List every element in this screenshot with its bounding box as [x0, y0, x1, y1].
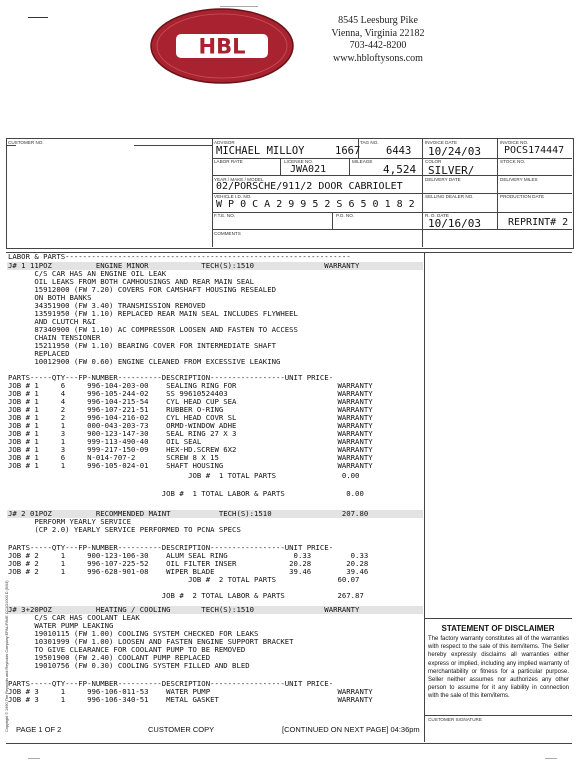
comments-label: COMMENTS	[214, 231, 241, 236]
address-website: www.hbloftysons.com	[333, 52, 423, 64]
job-line: 15912000 (FW 7.20) COVERS FOR CAMSHAFT HOUSING RESEALED	[8, 285, 276, 294]
job-total-parts: JOB # 1 TOTAL PARTS 0.00	[8, 471, 360, 480]
dash-mark	[28, 17, 48, 18]
ymm-value: 02/PORSCHE/911/2 DOOR CABRIOLET	[216, 181, 403, 192]
invoice-no-label: INVOICE NO.	[500, 140, 529, 145]
job-line: WATER PUMP LEAKING	[8, 621, 114, 630]
part-row: JOB # 1 6 N-014-707-2 SCREW 8 X 15 WARRANTY	[8, 453, 373, 462]
address-phone: 703-442-8200	[349, 40, 407, 51]
job-line: 34351900 (FW 3.40) TRANSMISSION REMOVED	[8, 301, 206, 310]
reprint-value: REPRINT# 2	[508, 217, 569, 228]
part-row: JOB # 2 1 996-107-225-52 OIL FILTER INSER 20.28 20.28	[8, 559, 369, 568]
grid-line	[212, 212, 572, 213]
job-line: 10301999 (FW 1.00) LOOSEN AND FASTEN ENGINE SUPPORT BRACKET	[8, 637, 294, 646]
job-3-header: J# 3+20POZ HEATING / COOLING TECH(S):1510 WARRANTY	[8, 605, 360, 614]
part-row: JOB # 1 6 996-104-203-00 SEALING RING FOR WARRANTY	[8, 381, 373, 390]
part-row: JOB # 3 1 996-106-011-53 WATER PUMP WARRANTY	[8, 687, 373, 696]
ro-date-value: 10/16/03	[428, 217, 481, 230]
job-line: 19010115 (FW 1.00) COOLING SYSTEM CHECKED FOR LEAKS	[8, 629, 259, 638]
invoice-date-value: 10/24/03	[428, 145, 481, 158]
parts-header: PARTS-----QTY---FP-NUMBER----------DESCRIPTION-----------------UNIT PRICE-	[8, 373, 334, 382]
logo-text: HBL	[198, 34, 246, 59]
disclaimer-text: The factory warranty constitutes all of the warranties with respect to the sale of this item/items. The Seller hereby expressly disclaims all warranties either express or implied, including any implied warranty of merchantability or fitness for a particular purpose. Seller neither assumes nor authorizes any other person to assume for it any liability in connection with the sale of this item/items.	[428, 636, 569, 700]
job-line: PERFORM YEARLY SERVICE	[8, 517, 132, 526]
job-line: AND CLUTCH R&I	[8, 317, 96, 326]
parts-header: PARTS-----QTY---FP-NUMBER----------DESCRIPTION-----------------UNIT PRICE-	[8, 679, 334, 688]
po-label: P.O. NO.	[336, 213, 355, 218]
job-total-labor-parts: JOB # 1 TOTAL LABOR & PARTS 0.00	[8, 489, 364, 498]
customer-signature-label: CUSTOMER SIGNATURE	[428, 717, 482, 722]
mileage-label: MILEAGE	[352, 159, 373, 164]
part-row: JOB # 1 1 999-113-490-40 OIL SEAL WARRANTY	[8, 437, 373, 446]
part-row: JOB # 1 1 996-105-024-01 SHAFT HOUSING WARRANTY	[8, 461, 373, 470]
delivery-miles-label: DELIVERY MILES	[500, 177, 538, 182]
dash-mark	[545, 758, 557, 759]
advisor-value: MICHAEL MILLOY	[216, 145, 305, 157]
part-row: JOB # 3 1 996-106-340-51 METAL GASKET WARRANTY	[8, 695, 373, 704]
invoice-date-label: INVOICE DATE	[425, 140, 458, 145]
vin-label: VEHICLE I.D. NO.	[214, 194, 252, 199]
vin-value: W P 0 C A 2 9 9 5 2 S 6 5 0 1 8 2	[216, 199, 415, 210]
part-row: JOB # 1 4 996-104-215-54 CYL HEAD CUP SEA WARRANTY	[8, 397, 373, 406]
advisor-number: 1667	[335, 145, 361, 157]
job-2-header: J# 2 01POZ RECOMMENDED MAINT TECH(S):1510 207.80	[8, 509, 369, 518]
dash-mark	[220, 6, 258, 7]
fte-label: F.T.E. NO.	[214, 213, 235, 218]
continued-label: [CONTINUED ON NEXT PAGE] 04:36pm	[282, 725, 420, 734]
job-line: OIL LEAKS FROM BOTH CAMHOUSINGS AND REAR MAIN SEAL	[8, 277, 255, 286]
job-line: 15211950 (FW 1.10) BEARING COVER FOR INTERMEDIATE SHAFT	[8, 341, 276, 350]
redacted-block	[16, 143, 134, 177]
job-total-parts: JOB # 2 TOTAL PARTS 60.07	[8, 575, 360, 584]
parts-header: PARTS-----QTY---FP-NUMBER----------DESCRIPTION-----------------UNIT PRICE-	[8, 543, 334, 552]
stock-no-label: STOCK NO.	[500, 159, 526, 164]
dash-mark	[28, 758, 40, 759]
dealer-address	[298, 15, 458, 65]
job-line: TO GIVE CLEARANCE FOR COOLANT PUMP TO BE REMOVED	[8, 645, 246, 654]
part-row: JOB # 1 3 999-217-150-09 HEX-HD.SCREW 6X2 WARRANTY	[8, 445, 373, 454]
copy-label: CUSTOMER COPY	[148, 725, 215, 734]
ro-date-label: R. O. DATE	[425, 213, 449, 218]
tag-label: TAG NO.	[360, 140, 379, 145]
customer-no-label: CUSTOMER NO.	[8, 140, 44, 145]
job-line: (CP 2.0) YEARLY SERVICE PERFORMED TO PCNA SPECS	[8, 525, 241, 534]
part-row: JOB # 2 1 996-628-901-08 WIPER BLADE 39.46 39.46	[8, 567, 369, 576]
job-line: 19501900 (FW 2.40) COOLANT PUMP REPLACED	[8, 653, 211, 662]
disclaimer-title: STATEMENT OF DISCLAIMER	[441, 624, 555, 633]
grid-line	[349, 158, 350, 175]
address-city: Vienna, Virginia 22182	[331, 27, 425, 39]
color-value: SILVER/	[428, 164, 475, 177]
labor-parts-header: LABOR & PARTS-----------------------------------------------------------------	[8, 253, 351, 261]
grid-line	[280, 158, 281, 175]
grid-line	[332, 212, 333, 229]
part-row: JOB # 1 2 996-104-216-02 CYL HEAD COVR SL WARRANTY	[8, 413, 373, 422]
job-1-header: J# 1 11POZ ENGINE MINOR TECH(S):1510 WARRANTY	[8, 261, 360, 270]
delivery-date-label: DELIVERY DATE	[425, 177, 461, 182]
job-line: REPLACED	[8, 349, 70, 358]
tag-value: 6443	[386, 145, 412, 157]
redacted-block	[70, 187, 200, 217]
mileage-value: 4,524	[383, 163, 417, 176]
part-row: JOB # 1 2 996-107-221-51 RUBBER O-RING WARRANTY	[8, 405, 373, 414]
part-row: JOB # 1 3 900-123-147-30 SEAL RING 27 X 3 WARRANTY	[8, 429, 373, 438]
license-label: LICENSE NO.	[284, 159, 314, 164]
page-number: PAGE 1 OF 2	[16, 725, 62, 734]
labor-rate-label: LABOR RATE	[214, 159, 243, 164]
job-line: 10012900 (FW 0.60) ENGINE CLEANED FROM EXCESSIVE LEAKING	[8, 357, 281, 366]
grid-line	[497, 138, 498, 229]
job-line: 87340900 (FW 1.10) AC COMPRESSOR LOOSEN AND FASTEN TO ACCESS	[8, 325, 298, 334]
lines-area	[8, 253, 422, 737]
invoice-no-value: POCS174447	[504, 145, 565, 156]
job-total-labor-parts: JOB # 2 TOTAL LABOR & PARTS 267.87	[8, 591, 364, 600]
hbl-logo	[150, 8, 294, 84]
job-line: CHAIN TENSIONER	[8, 333, 101, 342]
production-date-label: PRODUCTION DATE	[500, 194, 545, 199]
part-row: JOB # 2 1 900-123-106-30 ALUM SEAL RING 0.33 0.33	[8, 551, 369, 560]
job-line: ON BOTH BANKS	[8, 293, 92, 302]
ymm-label: YEAR / MAKE / MODEL	[214, 177, 264, 182]
job-line: C/S CAR HAS AN ENGINE OIL LEAK	[8, 269, 167, 278]
color-label: COLOR	[425, 159, 442, 164]
selling-dealer-label: SELLING DEALER NO.	[425, 194, 474, 199]
part-row: JOB # 1 1 000-043-203-73 ORMD-WINDOW ADHE WARRANTY	[8, 421, 373, 430]
job-line: 13591950 (FW 1.10) REPLACED REAR MAIN SEAL INCLUDES FLYWHEEL	[8, 309, 298, 318]
job-line: 19010756 (FW 0.30) COOLING SYSTEM FILLED AND BLED	[8, 661, 250, 670]
license-value: JWA021	[290, 164, 327, 175]
grid-line	[212, 229, 572, 230]
part-row: JOB # 1 4 996-105-244-02 SS 99610524403 WARRANTY	[8, 389, 373, 398]
advisor-label: ADVISOR	[214, 140, 235, 145]
address-street: 8545 Leesburg Pike	[338, 15, 418, 26]
job-line: C/S CAR HAS COOLANT LEAK	[8, 613, 140, 622]
copyright-side-text: Copyright © 1990 The Reynolds and Reynolds Company EPAL/PAVE CC2O1003 D (5/03)	[5, 580, 9, 732]
